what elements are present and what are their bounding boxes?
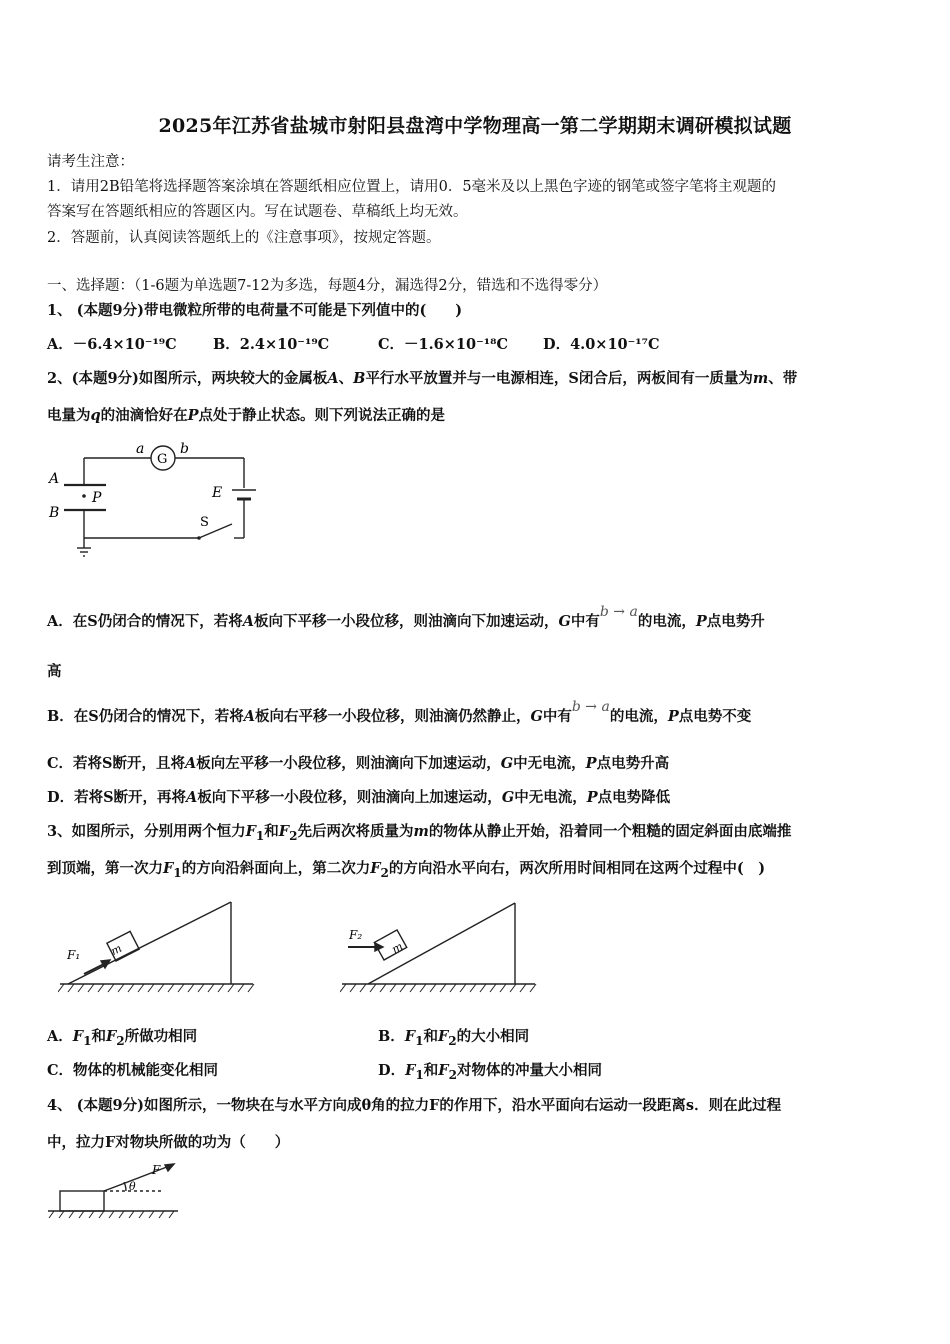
fig-label-g: G	[157, 452, 168, 467]
fig-label-f2: F₂	[349, 928, 363, 942]
notice-heading: 请考生注意：	[47, 154, 134, 170]
block	[60, 1191, 104, 1211]
fig-label-f: F	[152, 1163, 161, 1177]
q2-option-a-wrap: 高	[47, 663, 62, 680]
fig-label-S: S	[200, 515, 209, 530]
q2-circuit-diagram	[44, 440, 264, 565]
fig-label-b: b	[180, 441, 189, 457]
fig-label-A: A	[49, 471, 60, 487]
fig-label-E: E	[212, 485, 223, 501]
fig-label-m-2: m	[389, 939, 406, 957]
q1-option-a: A．－6.4×10⁻¹⁹C	[47, 336, 177, 353]
q1-option-b: B．2.4×10⁻¹⁹C	[213, 336, 330, 353]
q3-option-c: C．物体的机械能变化相同	[47, 1062, 219, 1079]
fig-label-a: a	[136, 441, 145, 457]
q3-option-a: A．$F_1$和$F_2$所做功相同	[47, 1028, 198, 1048]
fig-label-m-1: m	[108, 941, 124, 959]
notice-line-1a: 1．请用2B铅笔将选择题答案涂填在答题纸相应位置上，请用0．5毫米及以上黑色字迹的钢笔或签字笔将主观题的	[47, 179, 777, 195]
q4-stem-line2: 中，拉力F对物块所做的功为（ ）	[47, 1134, 290, 1151]
q3-stem-line1: 3、如图所示，分别用两个恒力$F_1$和$F_2$先后两次将质量为m的物体从静止开始，沿着同一个粗糙的固定斜面由底端推	[47, 823, 792, 843]
section-heading: 一、选择题：（1-6题为单选题7-12为多选，每题4分，漏选得2分，错选和不选得零分）	[47, 278, 608, 294]
q3-incline-figure-1	[58, 897, 258, 997]
q2-option-d: D．若将S断开，再将A板向下平移一小段位移，则油滴向上加速运动，G中无电流，P点电势降低	[47, 789, 671, 806]
q4-stem-line1: 4、 (本题9分)如图所示，一物块在与水平方向成θ角的拉力F的作用下，沿水平面向右运动一段距离s．则在此过程	[47, 1097, 782, 1114]
q2-option-b: B．在S仍闭合的情况下，若将A板向右平移一小段位移，则油滴仍然静止，G中有b → a的电流，P点电势不变	[47, 699, 752, 725]
notice-line-1b: 答案写在答题纸相应的答题区内。写在试题卷、草稿纸上均无效。	[47, 204, 468, 220]
fig-label-P: P	[92, 490, 102, 506]
fig-label-B: B	[49, 505, 60, 521]
q1-option-c: C．－1.6×10⁻¹⁸C	[378, 336, 508, 353]
q2-option-c: C．若将S断开，且将A板向左平移一小段位移，则油滴向下加速运动，G中无电流，P点电势升高	[47, 755, 670, 772]
q1-option-d: D．4.0×10⁻¹⁷C	[543, 336, 660, 353]
notice-line-2: 2．答题前，认真阅读答题纸上的《注意事项》，按规定答题。	[47, 230, 441, 246]
q2-stem-line1: 2、(本题9分)如图所示，两块较大的金属板A、B平行水平放置并与一电源相连，S闭合后，两板间有一质量为m、带	[47, 370, 798, 387]
q4-block-figure	[44, 1160, 184, 1222]
q3-stem-line2: 到顶端，第一次力$F_1$的方向沿斜面向上，第二次力$F_2$的方向沿水平向右，两次所用时间相同在这两个过程中( )	[47, 860, 766, 880]
q2-option-a: A．在S仍闭合的情况下，若将A板向下平移一小段位移，则油滴向下加速运动，G中有b → a的电流，P点电势升	[47, 604, 765, 630]
q1-stem: 1、 (本题9分)带电微粒所带的电荷量不可能是下列值中的( )	[47, 302, 463, 319]
fig-label-theta: θ	[129, 1180, 136, 1193]
page-title: 2025年江苏省盐城市射阳县盘湾中学物理高一第二学期期末调研模拟试题	[158, 115, 792, 137]
q3-option-b: B．$F_1$和$F_2$的大小相同	[378, 1028, 530, 1048]
fig-label-f1: F₁	[67, 948, 81, 962]
q3-option-d: D．$F_1$和$F_2$对物体的冲量大小相同	[378, 1062, 602, 1082]
q3-incline-figure-2	[340, 897, 540, 997]
q2-stem-line2: 电量为q的油滴恰好在P点处于静止状态。则下列说法正确的是	[47, 407, 446, 424]
